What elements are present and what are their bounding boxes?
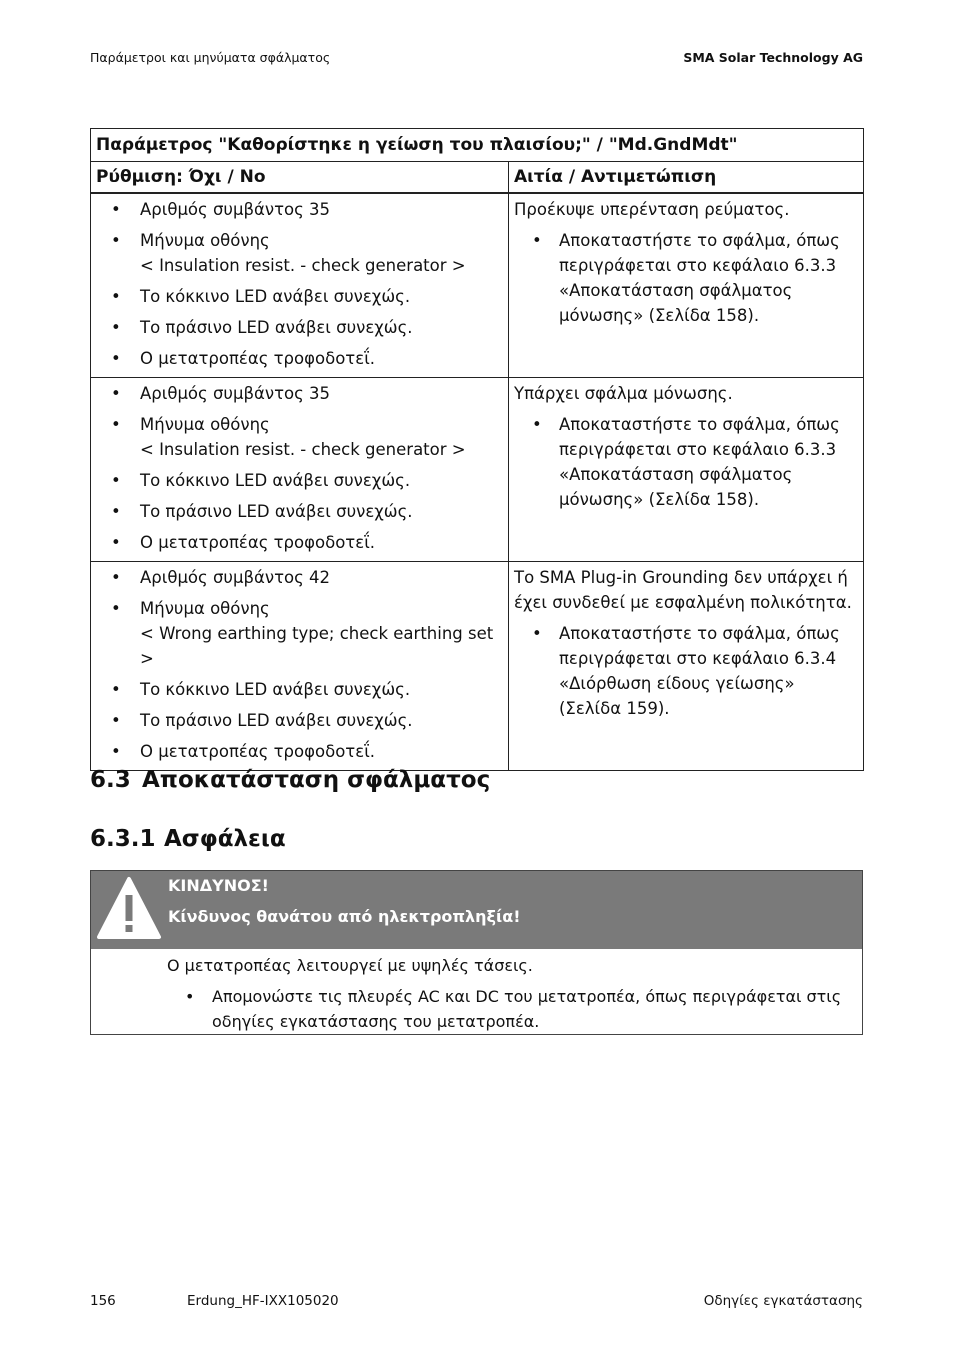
subsection-number: 6.3.1 (90, 826, 156, 852)
bullet: • (111, 471, 121, 490)
bullet: • (111, 231, 121, 250)
section-number: 6.3 (90, 767, 131, 793)
danger-header (91, 871, 862, 949)
bullet: • (111, 200, 121, 219)
bullet: • (111, 711, 121, 730)
fix-item: • Αποκαταστήστε το σφάλμα, όπως περιγράφεται στο κεφάλαιο 6.3.3 «Αποκατάσταση σφάλματος μόνωσης» (Σελίδα 158). (514, 412, 859, 512)
bullet: • (111, 318, 121, 337)
cause-cell (509, 378, 864, 562)
bullet: • (111, 533, 121, 552)
list-item: • Το πράσινο LED ανάβει συνεχώς. (107, 315, 504, 340)
parameter-table (90, 128, 864, 771)
cause-text: Προέκυψε υπερένταση ρεύματος. (514, 200, 790, 219)
warning-icon (95, 875, 163, 943)
list-item: • Αριθμός συμβάντος 35 (107, 381, 504, 406)
page-number: 156 (90, 1293, 116, 1309)
list-item: • Το κόκκινο LED ανάβει συνεχώς. (107, 284, 504, 309)
danger-subtitle: Κίνδυνος θανάτου από ηλεκτροπληξία! (168, 907, 521, 926)
section-title: Αποκατάσταση σφάλματος (142, 767, 491, 793)
danger-label: ΚΙΝΔΥΝΟΣ! (168, 876, 269, 895)
danger-action: • Απομονώστε τις πλευρές AC και DC του μετατροπέα, όπως περιγράφεται στις οδηγίες εγκατάστασης του μετατροπέα. (167, 984, 842, 1034)
list-item: • Ο μετατροπέας τροφοδοτεΐ. (107, 346, 504, 371)
bullet: • (532, 231, 542, 250)
bullet: • (532, 624, 542, 643)
document-id: Erdung_HF-IXX105020 (187, 1293, 339, 1309)
running-header-left: Παράμετροι και μηνύματα σφάλματος (90, 50, 331, 65)
bullet: • (111, 599, 121, 618)
bullet: • (111, 415, 121, 434)
bullet: • (111, 349, 121, 368)
list-item: • Μήνυμα οθόνης < Insulation resist. - check generator > (107, 412, 504, 462)
display-message: < Wrong earthing type; check earthing set > (140, 624, 494, 668)
column-header-cause: Αιτία / Αντιμετώπιση (509, 162, 864, 194)
cause-cell (509, 193, 864, 378)
table-row (91, 378, 864, 562)
running-header-right: SMA Solar Technology AG (683, 50, 863, 65)
list-item: • Αριθμός συμβάντος 35 (107, 197, 504, 222)
list-item: • Μήνυμα οθόνης < Wrong earthing type; check earthing set > (107, 596, 504, 671)
bullet: • (111, 384, 121, 403)
danger-box (90, 870, 863, 1035)
list-item: • Το κόκκινο LED ανάβει συνεχώς. (107, 677, 504, 702)
fix-item: • Αποκαταστήστε το σφάλμα, όπως περιγράφεται στο κεφάλαιο 6.3.4 «Διόρθωση είδους γείωσης» (Σελίδα 159). (514, 621, 859, 721)
subsection-heading (90, 826, 286, 852)
table-row (91, 193, 864, 378)
list-item: • Το πράσινο LED ανάβει συνεχώς. (107, 499, 504, 524)
table-row (91, 562, 864, 771)
danger-body (91, 949, 862, 1034)
list-item: • Μήνυμα οθόνης < Insulation resist. - check generator > (107, 228, 504, 278)
display-message: < Insulation resist. - check generator > (140, 256, 466, 275)
document-type: Οδηγίες εγκατάστασης (703, 1293, 863, 1309)
bullet: • (111, 502, 121, 521)
events-cell (91, 562, 509, 771)
cause-cell (509, 562, 864, 771)
bullet: • (111, 742, 121, 761)
bullet: • (185, 987, 195, 1006)
column-header-setting: Ρύθμιση: Όχι / No (91, 162, 509, 194)
list-item: • Ο μετατροπέας τροφοδοτεΐ. (107, 739, 504, 764)
bullet: • (111, 568, 121, 587)
fix-item: • Αποκαταστήστε το σφάλμα, όπως περιγράφεται στο κεφάλαιο 6.3.3 «Αποκατάσταση σφάλματος μόνωσης» (Σελίδα 158). (514, 228, 859, 328)
events-cell (91, 378, 509, 562)
section-heading (90, 767, 490, 793)
cause-text: Υπάρχει σφάλμα μόνωσης. (514, 384, 733, 403)
display-message: < Insulation resist. - check generator > (140, 440, 466, 459)
cause-text: Το SMA Plug-in Grounding δεν υπάρχει ή έχει συνδεθεί με εσφαλμένη πολικότητα. (514, 568, 852, 612)
bullet: • (111, 680, 121, 699)
danger-text: Ο μετατροπέας λειτουργεί με υψηλές τάσεις. (167, 956, 533, 975)
list-item: • Αριθμός συμβάντος 42 (107, 565, 504, 590)
table-title: Παράμετρος "Καθορίστηκε η γείωση του πλαισίου;" / "Md.GndMdt" (91, 129, 864, 162)
events-cell (91, 193, 509, 378)
subsection-title: Ασφάλεια (164, 826, 286, 852)
list-item: • Το κόκκινο LED ανάβει συνεχώς. (107, 468, 504, 493)
list-item: • Ο μετατροπέας τροφοδοτεΐ. (107, 530, 504, 555)
list-item: • Το πράσινο LED ανάβει συνεχώς. (107, 708, 504, 733)
bullet: • (532, 415, 542, 434)
bullet: • (111, 287, 121, 306)
